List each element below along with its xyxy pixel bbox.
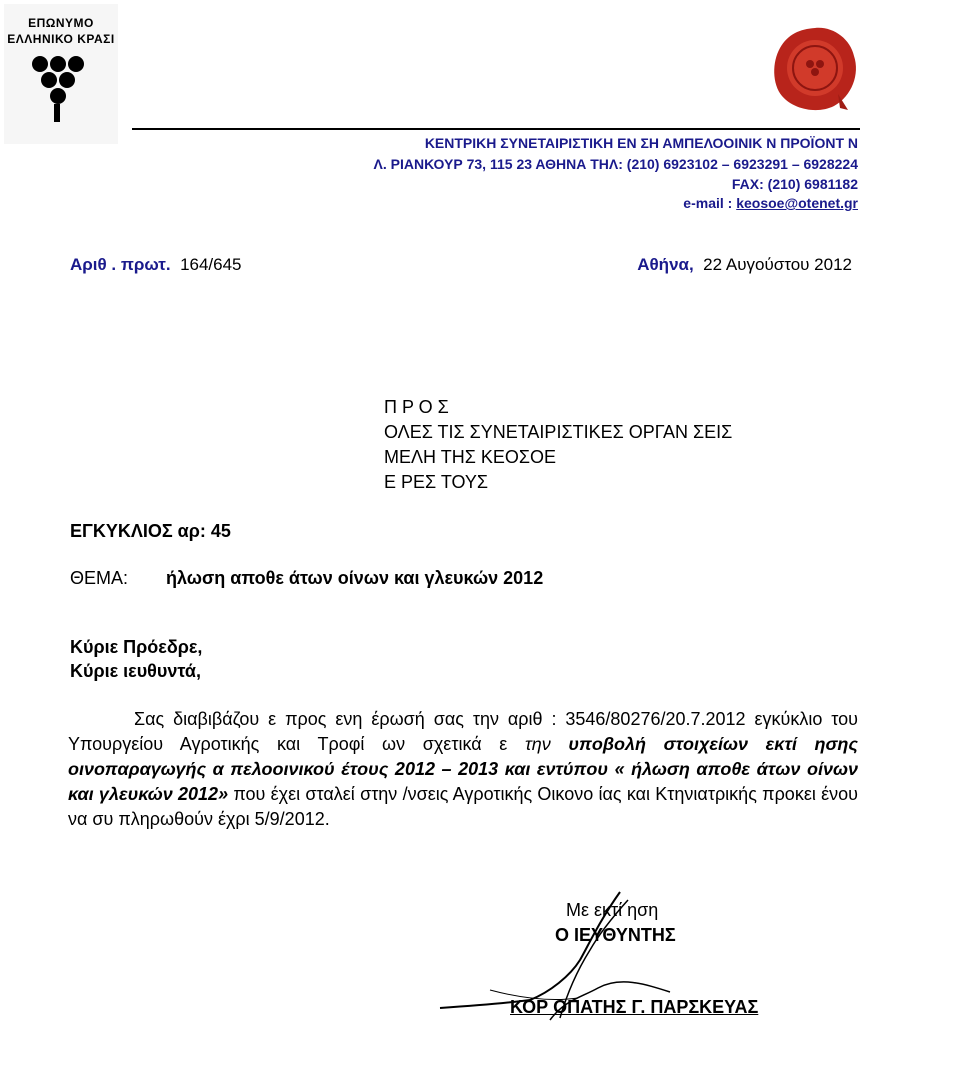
- recipient-line-3: Ε ΡΕΣ ΤΟΥΣ: [384, 472, 489, 492]
- email-label: e-mail :: [683, 195, 737, 211]
- body-part-4: που έχει σταλεί στην /νσεις Αγροτικής Οικονο ίας και Κτηνιατρικής προκει ένου να συ πληρωθούν έχρι 5/9/2012.: [68, 784, 858, 829]
- grape-cluster-icon: [30, 54, 92, 126]
- protocol-value: 164/645: [180, 255, 242, 274]
- recipient-line-1: ΟΛΕΣ ΤΙΣ ΣΥΝΕΤΑΙΡΙΣΤΙΚΕΣ ΟΡΓΑΝ ΣΕΙΣ: [384, 422, 733, 442]
- body-part-1: Σας διαβιβάζου ε προς ενη έρωσή σας την αριθ : 3546/80276/20.7.2012 εγκύκλιο του Υπουργείου Αγροτικής και Τροφί ων σχετικά ε: [68, 709, 858, 754]
- signatory-name: ΚΟΡ ΟΠΑΤΗΣ Γ. ΠΑΡΣΚΕΥΑΣ: [510, 997, 759, 1017]
- date-label: Αθήνα,: [637, 255, 694, 274]
- subject-text: ήλωση αποθε άτων οίνων και γλευκών 2012: [166, 568, 544, 588]
- org-address: Λ. ΡΙΑΝΚΟΥΡ 73, 115 23 ΑΘΗΝΑ ΤΗΛ: (210) 6923102 – 6923291 – 6928224: [373, 156, 858, 172]
- circular-number: ΕΓΚΥΚΛΙΟΣ αρ: 45: [70, 521, 231, 541]
- salutation-line-1: Κύριε Πρόεδρε,: [70, 637, 203, 657]
- logo: [4, 4, 118, 144]
- body-paragraph: [68, 707, 858, 832]
- org-name: ΚΕΝΤΡΙΚΗ ΣΥΝΕΤΑΙΡΙΣΤΙΚΗ ΕΝ ΣΗ ΑΜΠΕΛΟΟΙΝΙΚ Ν ΠΡΟΪΟΝΤ Ν: [424, 135, 858, 151]
- letter-date: [637, 255, 852, 275]
- logo-line-2: ΕΛΛΗΝΙΚΟ ΚΡΑΣΙ: [7, 32, 115, 46]
- org-email-line: [683, 195, 858, 211]
- protocol-number: [70, 255, 242, 275]
- email-link[interactable]: keosoe@otenet.gr: [736, 195, 858, 211]
- wax-seal-icon: [770, 24, 860, 114]
- org-fax: FAX: (210) 6981182: [731, 176, 858, 192]
- subject-label: ΘΕΜΑ:: [70, 568, 129, 588]
- signatory-title: Ο ΙΕΥΘΥΝΤΗΣ: [555, 925, 676, 945]
- logo-line-1: ΕΠΩΝΥΜΟ: [28, 16, 94, 30]
- body-part-3: υποβολή στοιχείων εκτί ησης οινοπαραγωγής α πελοοινικού έτους 2012 – 2013 και εντύπου « ήλωση αποθε άτων οίνων και γλευκών 2012»: [68, 734, 859, 804]
- recipient-line-2: ΜΕΛΗ ΤΗΣ ΚΕΟΣΟΕ: [384, 447, 556, 467]
- protocol-label: Αριθ . πρωτ.: [70, 255, 171, 274]
- recipients-label: Π Ρ Ο Σ: [384, 397, 449, 417]
- date-value: 22 Αυγούστου 2012: [703, 255, 852, 274]
- signature-closing: Με εκτί ηση: [566, 900, 659, 920]
- letter-body: [68, 707, 858, 832]
- salutation-line-2: Κύριε ιευθυντά,: [70, 661, 201, 681]
- body-part-2: την: [524, 734, 551, 754]
- header-divider: [132, 128, 860, 130]
